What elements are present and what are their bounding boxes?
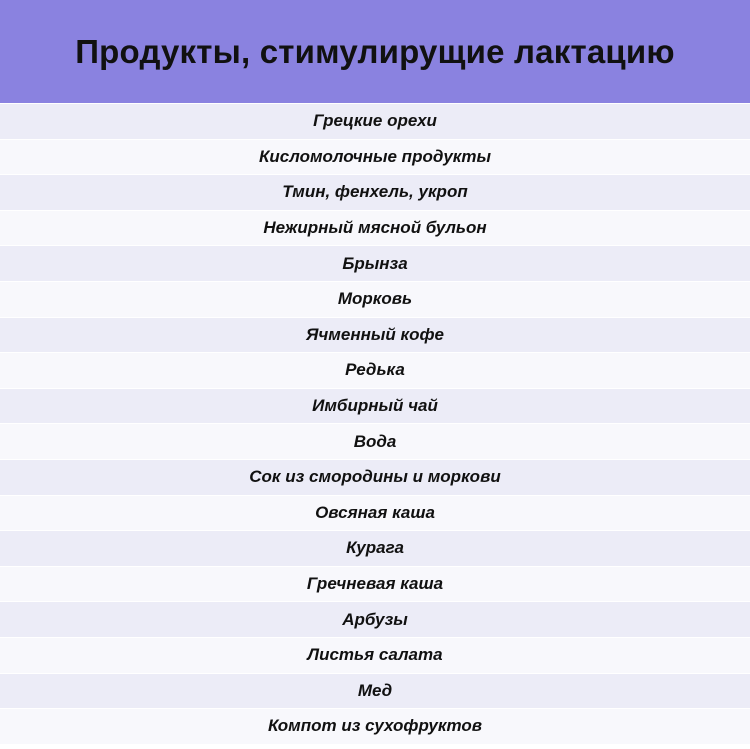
page-title: Продукты, стимулирущие лактацию (75, 32, 675, 70)
list-item: Тмин, фенхель, укроп (0, 174, 750, 210)
list-item: Имбирный чай (0, 388, 750, 424)
header-banner (0, 0, 750, 103)
list-item: Грецкие орехи (0, 103, 750, 139)
list-item: Сок из смородины и моркови (0, 459, 750, 495)
list-item: Морковь (0, 281, 750, 317)
list-item: Овсяная каша (0, 495, 750, 531)
list-item: Мед (0, 673, 750, 709)
list-item: Нежирный мясной бульон (0, 210, 750, 246)
list-item: Ячменный кофе (0, 317, 750, 353)
list-item: Вода (0, 423, 750, 459)
list-item: Редька (0, 352, 750, 388)
list-item: Брынза (0, 245, 750, 281)
foods-list (0, 103, 750, 744)
list-item: Компот из сухофруктов (0, 708, 750, 744)
list-item: Кисломолочные продукты (0, 139, 750, 175)
list-item: Гречневая каша (0, 566, 750, 602)
list-item: Арбузы (0, 601, 750, 637)
list-item: Листья салата (0, 637, 750, 673)
list-item: Курага (0, 530, 750, 566)
